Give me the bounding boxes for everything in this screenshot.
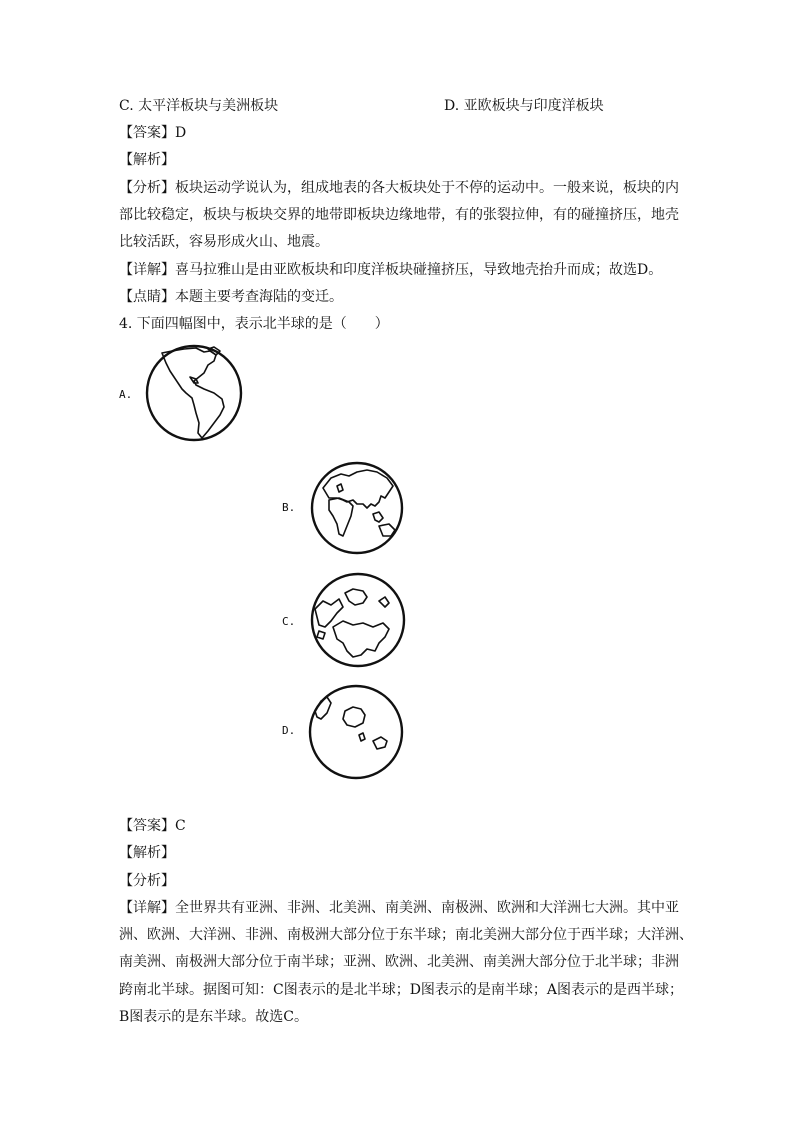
q3-analysis-heading: 【解析】 bbox=[119, 152, 175, 168]
western-hemisphere-globe-icon bbox=[144, 343, 244, 443]
southern-hemisphere-globe-icon bbox=[307, 683, 405, 781]
q3-option-d: D. 亚欧板块与印度洋板块 bbox=[444, 98, 604, 114]
q4-detail-line: B图表示的是东半球。故选C。 bbox=[119, 1009, 308, 1025]
q4-detail-line: 洲、欧洲、大洋洲、非洲、南极洲大部分位于东半球；南北美洲大部分位于西半球；大洋洲、 bbox=[119, 927, 693, 943]
q4-option-c-label: C. bbox=[282, 615, 296, 628]
q4-detail-line: 跨南北半球。据图可知：C图表示的是北半球；D图表示的是南半球；A图表示的是西半球； bbox=[119, 982, 684, 998]
q4-answer: 【答案】C bbox=[119, 818, 186, 834]
q4-option-d-label: D. bbox=[282, 724, 296, 737]
q3-option-c: C. 太平洋板块与美洲板块 bbox=[119, 98, 279, 114]
q3-analysis-line: 部比较稳定，板块与板块交界的地带即板块边缘地带，有的张裂拉伸，有的碰撞挤压，地壳 bbox=[119, 207, 679, 223]
q4-option-b-label: B. bbox=[282, 501, 296, 514]
q3-detail: 【详解】喜马拉雅山是由亚欧板块和印度洋板块碰撞挤压，导致地壳抬升而成；故选D。 bbox=[119, 262, 663, 278]
eastern-hemisphere-globe-icon bbox=[309, 460, 405, 556]
q3-answer: 【答案】D bbox=[119, 125, 187, 141]
northern-hemisphere-globe-icon bbox=[309, 571, 407, 669]
q4-analysis-heading: 【解析】 bbox=[119, 845, 175, 861]
q4-option-a-label: A. bbox=[119, 388, 133, 401]
q4-detail-line: 【详解】全世界共有亚洲、非洲、北美洲、南美洲、南极洲、欧洲和大洋洲七大洲。其中亚 bbox=[119, 900, 679, 916]
q4-detail-line: 南美洲、南极洲大部分位于南半球；亚洲、欧洲、北美洲、南美洲大部分位于北半球；非洲 bbox=[119, 954, 679, 970]
q3-comment: 【点睛】本题主要考查海陆的变迁。 bbox=[119, 289, 343, 305]
q3-analysis-line: 【分析】板块运动学说认为，组成地表的各大板块处于不停的运动中。一般来说，板块的内 bbox=[119, 180, 679, 196]
q3-analysis-line: 比较活跃，容易形成火山、地震。 bbox=[119, 234, 329, 250]
q4-stem: 4. 下面四幅图中，表示北半球的是（ ） bbox=[119, 316, 389, 332]
q4-analysis-sub: 【分析】 bbox=[119, 873, 175, 889]
